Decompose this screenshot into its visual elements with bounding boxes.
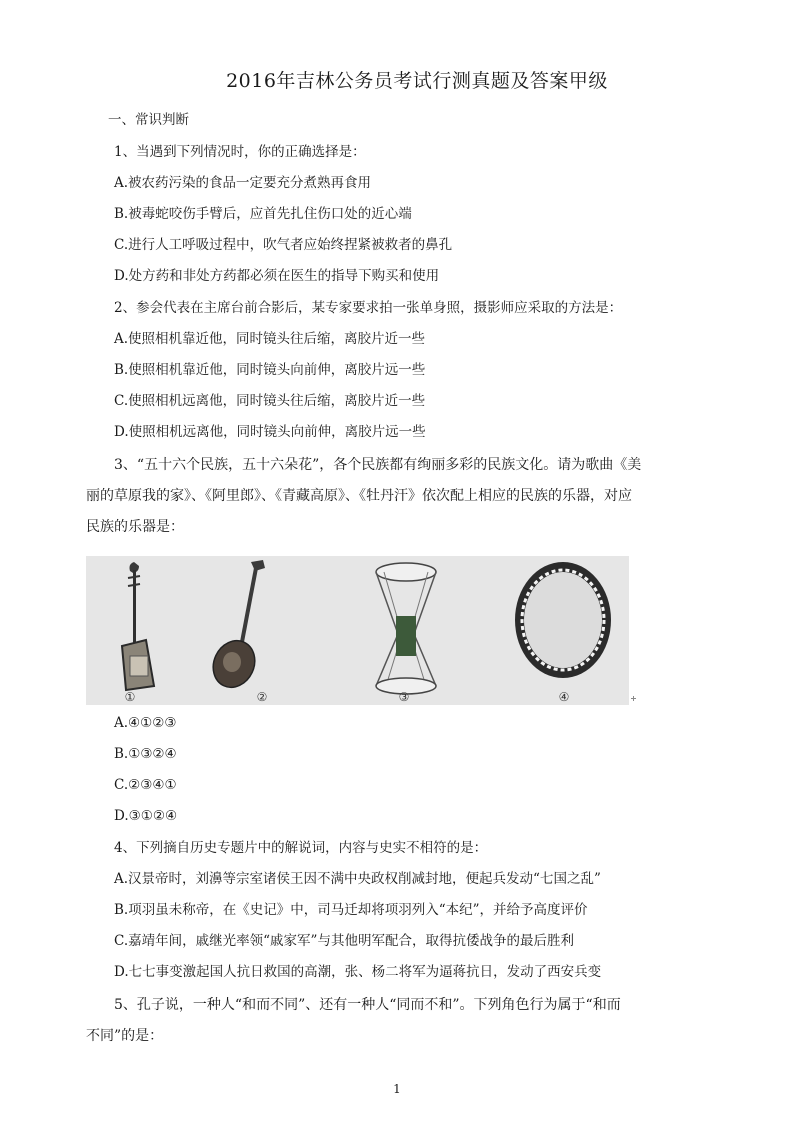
question-3-option-c: C.②③④① xyxy=(114,777,177,793)
question-1-option-c: C.进行人工呼吸过程中，吹气者应始终捏紧被救者的鼻孔 xyxy=(114,237,453,253)
question-3-option-a: A.④①②③ xyxy=(114,715,177,731)
figure-label-2: ② xyxy=(256,690,268,704)
question-3-stem-line-2: 丽的草原我的家》、《阿里郎》、《青藏高原》、《牡丹汗》依次配上相应的民族的乐器，对应 xyxy=(86,488,632,504)
question-3-option-b: B.①③②④ xyxy=(114,746,177,762)
question-2-option-b: B.使照相机靠近他，同时镜头向前伸，离胶片远一些 xyxy=(114,362,426,378)
question-4-option-a: A.汉景帝时，刘濞等宗室诸侯王因不满中央政权削减封地，便起兵发动“七国之乱” xyxy=(114,871,601,887)
question-4-option-d: D.七七事变激起国人抗日救国的高潮，张、杨二将军为逼蒋抗日，发动了西安兵变 xyxy=(114,964,602,980)
instrument-figure xyxy=(86,556,629,705)
tambourine-icon xyxy=(515,562,611,678)
figure-label-4: ④ xyxy=(558,690,570,704)
question-5-stem-line-1: 5、孔子说，一种人“和而不同”、还有一种人“同而不和”。下列角色行为属于“和而 xyxy=(114,997,621,1013)
page-number: 1 xyxy=(393,1082,401,1096)
question-3-option-d: D.③①②④ xyxy=(114,808,178,824)
question-3-stem-line-3: 民族的乐器是： xyxy=(86,519,184,535)
question-2-option-a: A.使照相机靠近他，同时镜头往后缩，离胶片近一些 xyxy=(114,331,426,347)
question-4-option-b: B.项羽虽未称帝，在《史记》中，司马迁却将项羽列入“本纪”，并给予高度评价 xyxy=(114,902,588,918)
question-4-stem: 4、下列摘自历史专题片中的解说词，内容与史实不相符的是： xyxy=(114,840,488,856)
question-1-option-b: B.被毒蛇咬伤手臂后，应首先扎住伤口处的近心端 xyxy=(114,206,412,222)
question-2-option-c: C.使照相机远离他，同时镜头往后缩，离胶片近一些 xyxy=(114,393,426,409)
question-2-stem: 2、参会代表在主席台前合影后，某专家要求拍一张单身照，摄影师应采取的方法是： xyxy=(114,300,623,316)
figure-label-1: ① xyxy=(124,690,136,704)
paragraph-marker-icon xyxy=(631,696,636,701)
section-heading: 一、常识判断 xyxy=(108,112,189,128)
page-title: 2016年吉林公务员考试行测真题及答案甲级 xyxy=(226,70,608,92)
question-1-option-a: A.被农药污染的食品一定要充分煮熟再食用 xyxy=(114,175,372,191)
question-2-option-d: D.使照相机远离他，同时镜头向前伸，离胶片远一些 xyxy=(114,424,426,440)
question-5-stem-line-2: 不同”的是： xyxy=(86,1028,164,1044)
figure-label-3: ③ xyxy=(398,690,410,704)
question-1-stem: 1、当遇到下列情况时，你的正确选择是： xyxy=(114,144,366,160)
question-4-option-c: C.嘉靖年间，戚继光率领“戚家军”与其他明军配合，取得抗倭战争的最后胜利 xyxy=(114,933,574,949)
question-3-stem-line-1: 3、“五十六个民族，五十六朵花”，各个民族都有绚丽多彩的民族文化。请为歌曲《美 xyxy=(114,457,642,473)
instrument-photos xyxy=(86,556,629,705)
question-1-option-d: D.处方药和非处方药都必须在医生的指导下购买和使用 xyxy=(114,268,440,284)
